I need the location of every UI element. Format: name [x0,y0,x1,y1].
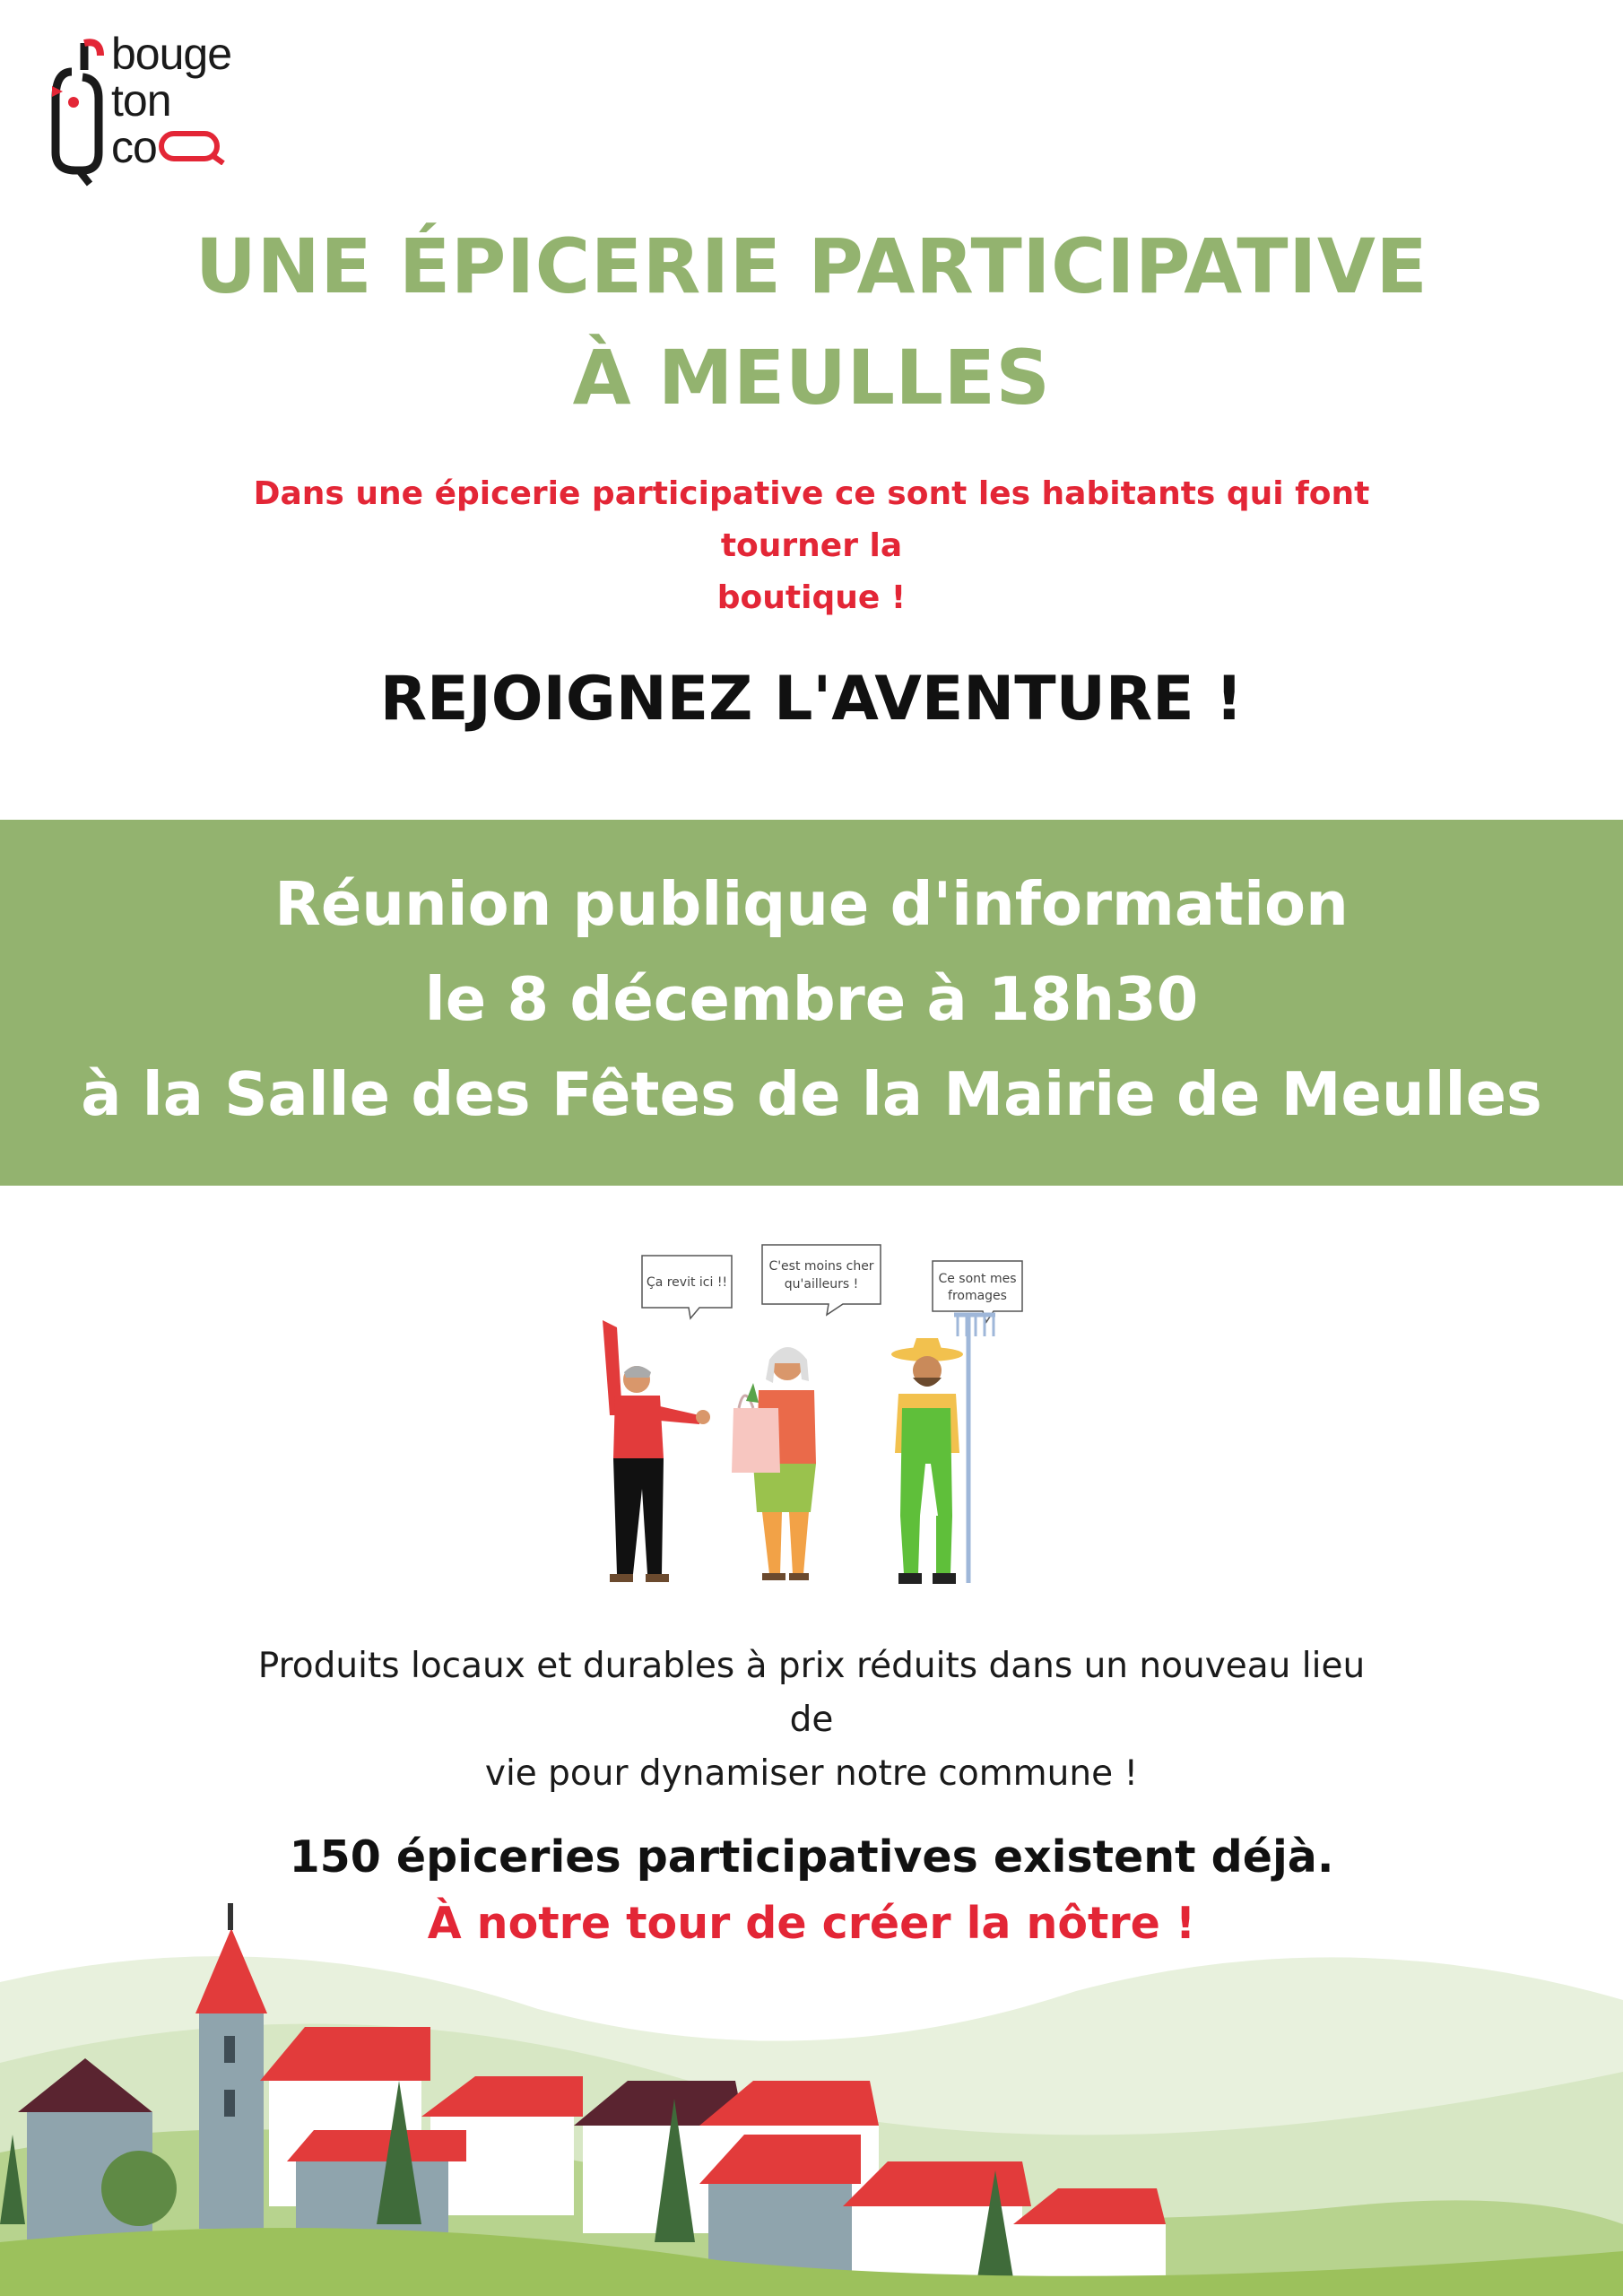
subtitle-line-1: Dans une épicerie participative ce sont les habitants qui font tourner la [253,475,1370,564]
bubble-2-text-2: qu'ailleurs ! [784,1277,859,1292]
fact-statement: 150 épiceries participatives existent déjà. [289,1831,1334,1883]
logo-line-3-text: co [111,122,157,172]
logo-line-2: ton [111,75,171,126]
meeting-line-2: le 8 décembre à 18h30 [424,964,1199,1034]
farmer-figure [891,1315,995,1584]
description-line-2: vie pour dynamiser notre commune ! [484,1753,1139,1794]
bubble-2-text-1: C'est moins cher [768,1259,874,1274]
bubble-3-text-2: fromages [948,1289,1007,1303]
bubble-1-text: Ça revit ici !! [646,1275,728,1290]
meeting-banner [0,820,1623,1186]
speech-bubble-2 [762,1245,881,1315]
speech-q-icon [159,129,230,165]
logo-line-3 [111,124,231,170]
description [251,1639,1372,1801]
rooster-logo-icon [47,36,109,188]
title-line-2: À MEULLES [572,334,1051,422]
call-to-action: REJOIGNEZ L'AVENTURE ! [379,664,1244,735]
meeting-line-3: à la Salle des Fêtes de la Mairie de Meulles [81,1059,1542,1129]
logo-line-1: bouge [111,29,232,79]
woman-with-bag-figure [732,1347,816,1580]
title-line-1: UNE ÉPICERIE PARTICIPATIVE [195,222,1428,310]
page-title [0,211,1623,433]
subtitle-line-2: boutique ! [716,579,907,616]
people-illustration [574,1229,1040,1605]
description-line-1: Produits locaux et durables à prix réduits dans un nouveau lieu de [257,1646,1366,1740]
bouge-ton-coq-logo [47,30,244,183]
fact-cta: À notre tour de créer la nôtre ! [427,1898,1196,1949]
speech-bubble-1 [642,1256,732,1318]
waving-man-figure [603,1320,710,1582]
meeting-line-1: Réunion publique d'information [274,869,1349,939]
logo-wordmark [111,30,231,170]
bubble-3-text-1: Ce sont mes [938,1272,1017,1286]
subtitle [179,468,1444,624]
